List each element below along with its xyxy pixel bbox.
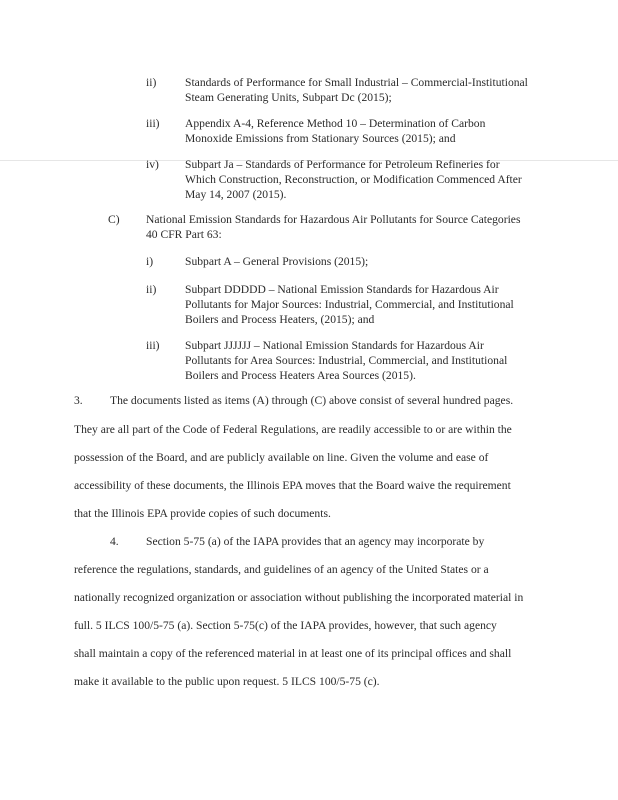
text-line: Appendix A-4, Reference Method 10 – Determination of Carbon [185,117,486,130]
text-line: Subpart A – General Provisions (2015); [185,255,369,268]
text-line: reference the regulations, standards, and guidelines of an agency of the United States or a [74,563,489,576]
item-number: iv) [146,158,159,171]
text-line: full. 5 ILCS 100/5-75 (a). Section 5-75(c) of the IAPA provides, however, that such agency [74,619,497,632]
text-line: shall maintain a copy of the referenced material in at least one of its principal offices and shall [74,647,512,660]
text-line: possession of the Board, and are publicly available on line. Given the volume and ease of [74,451,489,464]
item-number: iii) [146,117,160,130]
text-line: 40 CFR Part 63: [146,228,222,241]
text-line: nationally recognized organization or association without publishing the incorporated material in [74,591,524,604]
item-number: ii) [146,283,157,296]
text-line: Section 5-75 (a) of the IAPA provides that an agency may incorporate by [146,535,485,548]
text-line: They are all part of the Code of Federal Regulations, are readily accessible to or are within the [74,423,512,436]
text-line: Steam Generating Units, Subpart Dc (2015); [185,91,392,104]
item-number: i) [146,255,154,268]
text-line: Standards of Performance for Small Industrial – Commercial-Institutional [185,76,528,89]
text-line: Boilers and Process Heaters Area Sources (2015). [185,369,416,382]
text-line: make it available to the public upon request. 5 ILCS 100/5-75 (c). [74,675,380,688]
text-line: Pollutants for Area Sources: Industrial, Commercial, and Institutional [185,354,508,367]
text-line: Monoxide Emissions from Stationary Sources (2015); and [185,132,456,145]
paragraph-number: 4. [110,535,119,548]
item-number: iii) [146,339,160,352]
section-label: C) [108,213,120,226]
text-line: Which Construction, Reconstruction, or Modification Commenced After [185,173,522,186]
text-line: The documents listed as items (A) through (C) above consist of several hundred pages. [110,394,514,407]
text-line: Boilers and Process Heaters, (2015); and [185,313,375,326]
text-line: Subpart JJJJJJ – National Emission Standards for Hazardous Air [185,339,484,352]
text-line: accessibility of these documents, the Illinois EPA moves that the Board waive the requirement [74,479,511,492]
text-line: Subpart DDDDD – National Emission Standards for Hazardous Air [185,283,499,296]
text-line: May 14, 2007 (2015). [185,188,287,201]
paragraph-number: 3. [74,394,83,407]
text-line: Pollutants for Major Sources: Industrial, Commercial, and Institutional [185,298,514,311]
text-line: National Emission Standards for Hazardous Air Pollutants for Source Categories [146,213,521,226]
item-number: ii) [146,76,157,89]
text-line: Subpart Ja – Standards of Performance for Petroleum Refineries for [185,158,500,171]
text-line: that the Illinois EPA provide copies of such documents. [74,507,331,520]
